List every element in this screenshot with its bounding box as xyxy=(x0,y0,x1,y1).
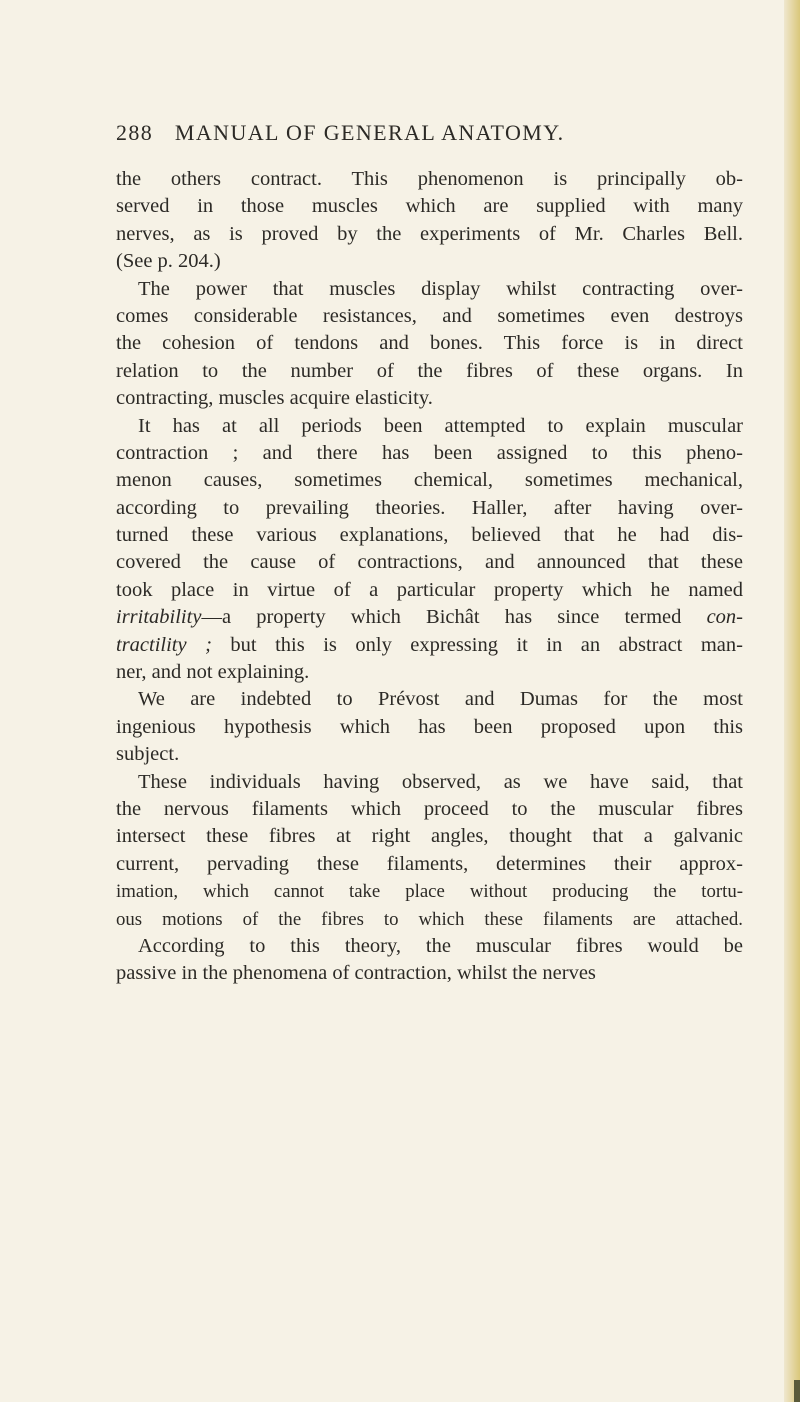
text-run: but this is only expressing it in an abstract man- xyxy=(211,633,743,656)
paragraph-start: According to this theory, the muscular fibres would be xyxy=(138,934,743,957)
body-text xyxy=(116,166,743,988)
text-line: took place in virtue of a particular property which he named xyxy=(116,578,743,601)
text-line: (See p. 204.) xyxy=(116,250,221,273)
book-title: MANUAL OF GENERAL ANATOMY. xyxy=(174,120,565,145)
text-line: subject. xyxy=(116,743,180,766)
running-head xyxy=(116,120,716,146)
text-line: nerves, as is proved by the experiments of Mr. Charles Bell. xyxy=(116,222,743,245)
paragraph-start: These individuals having observed, as we have said, that xyxy=(138,770,743,793)
text-line: according to prevailing theories. Haller, after having over- xyxy=(116,496,743,519)
text-line: the cohesion of tendons and bones. This force is in direct xyxy=(116,332,743,355)
text-line: covered the cause of contractions, and announced that these xyxy=(116,551,743,574)
text-line: contraction ; and there has been assigned to this pheno- xyxy=(116,441,743,464)
text-line: ous motions of the fibres to which these filaments are attached. xyxy=(116,908,743,930)
paragraph-start: We are indebted to Prévost and Dumas for the most xyxy=(138,688,743,711)
text-line: turned these various explanations, believed that he had dis- xyxy=(116,524,743,547)
text-line: ner, and not explaining. xyxy=(116,661,310,684)
text-line: served in those muscles which are supplied with many xyxy=(116,195,743,218)
text-line xyxy=(116,632,743,659)
text-line: the nervous filaments which proceed to the muscular fibres xyxy=(116,797,743,820)
text-line: ingenious hypothesis which has been proposed upon this xyxy=(116,715,743,738)
text-line: passive in the phenomena of contraction, whilst the nerves xyxy=(116,962,596,985)
text-line xyxy=(116,604,743,631)
text-run: —a property which Bichât has since termed xyxy=(201,606,707,629)
text-line: intersect these fibres at right angles, thought that a galvanic xyxy=(116,825,743,848)
italic-term: irritability xyxy=(116,606,202,629)
text-line: the others contract. This phenomenon is principally ob- xyxy=(116,168,743,190)
page-edge-mark xyxy=(794,1380,800,1402)
text-line: menon causes, sometimes chemical, sometimes mechanical, xyxy=(116,469,743,492)
italic-term: con- xyxy=(706,606,743,629)
text-line: comes considerable resistances, and sometimes even destroys xyxy=(116,304,743,327)
text-line: imation, which cannot take place without producing the tortu- xyxy=(116,881,743,903)
page-edge xyxy=(784,0,800,1402)
page-number: 288 xyxy=(116,120,154,145)
text-line: relation to the number of the fibres of these organs. In xyxy=(116,359,743,382)
text-line: current, pervading these filaments, determines their approx- xyxy=(116,852,743,875)
text-line: contracting, muscles acquire elasticity. xyxy=(116,387,433,410)
italic-term: tractility ; xyxy=(116,633,212,656)
paragraph-start: It has at all periods been attempted to explain muscular xyxy=(138,414,743,437)
paragraph-start: The power that muscles display whilst contracting over- xyxy=(138,277,743,300)
